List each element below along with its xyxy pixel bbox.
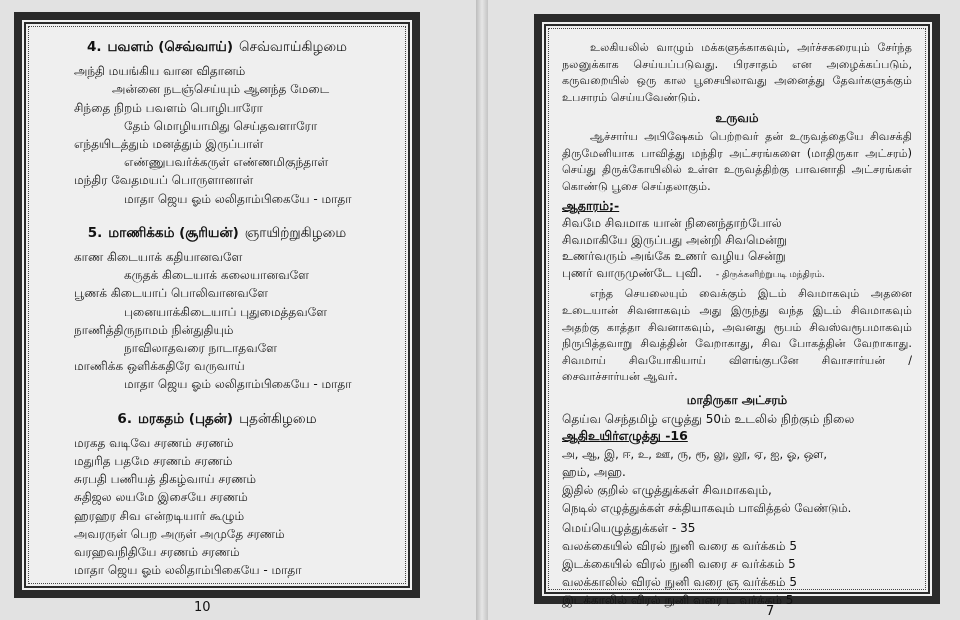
verse-line: கருதக் கிடையாக் கலையானவளே	[124, 268, 309, 283]
section-title: 5.	[87, 224, 103, 241]
uruvam-heading: உருவம்	[715, 111, 759, 126]
verse-line-2: சிவமாகியே இருப்பது அன்றி சிவமென்று	[562, 232, 787, 247]
left-page-border	[14, 12, 420, 598]
verse-line-1: சிவமே சிவமாக யான் நினைந்தாற்போல்	[562, 215, 782, 230]
section-heading	[42, 224, 392, 242]
uruvam-paragraph: ஆச்சார்ய அபிஷேகம் பெற்றவர் தன் உருவத்தையே சிவசக்தி திருமேனியாக பாவித்து மந்திர அட்சரங்களை (மாதிருகா அட்சரம்) செய்து திருக்கோயிலில் உள்ள உருவத்திற்கு பாவனாதி அட்சரங்கள் கொண்டு பூசை செய்தலாகும்.	[562, 129, 912, 193]
matruka-heading: மாதிருகா அட்சரம்	[686, 392, 788, 407]
section-gem: பவளம் (செவ்வாய்)	[107, 39, 234, 55]
uyir-heading: ஆதிஉயிர்எழுத்து -16	[562, 428, 688, 444]
verse-line: நாணித்திருநாமம் நின்துதியும்	[74, 322, 234, 337]
vargam-line-4: இடக்காலில் விரல் நுனி வரை ட வர்க்கம் 5	[562, 593, 794, 608]
verse-line: பூணக் கிடையாப் பொலிவானவளே	[74, 286, 268, 301]
nedil-line: நெடில் எழுத்துக்கள் சக்தியாகவும் பாவித்தல் வேண்டும்.	[562, 501, 852, 516]
section-title: 4.	[86, 39, 102, 55]
verse-line: மரகத வடிவே சரணம் சரணம்	[74, 435, 234, 450]
verse-source: - திருக்களிற்றுபடி மந்திரம்.	[715, 269, 825, 280]
section-heading	[42, 38, 392, 56]
verse-line: சுதிஜல லயமே இசையே சரணம்	[74, 490, 248, 505]
verse-line-3: உணர்வரும் அங்கே உணர் வழிய சென்று	[562, 249, 786, 264]
verse-line: வரஹவநிதியே சரணம் சரணம்	[74, 545, 240, 560]
verse-line: புனையாக்கிடையாப் புதுமைத்தவளே	[124, 304, 328, 319]
sivachariyar-paragraph: எந்த செயலையும் வைக்கும் இடம் சிவமாகவும் அதனை உடையான் சிவனாகவும் அது இருந்து வந்த இடம் சிவமாகவும் அதற்கு காத்தா சிவனாகவும், அவனது ரூபம் சிவஸ்வரூபமாகவும் நிருபித்தவாறு சிவத்தின் வேறாகாது, சிவ போகத்தின் வேறாகாது. சிவமாய் சிவயோகியாய் விளங்குபனே சிவாசார்யன் / சைவாச்சார்யன் ஆவர்.	[562, 287, 912, 384]
verse-line: மாதா ஜெய ஓம் லலிதாம்பிகையே - மாதா	[124, 191, 352, 206]
verse-line: மந்திர வேதமயப் பொருளானாள்	[74, 173, 254, 188]
verse-line: சுரபதி பணியத் திகழ்வாய் சரணம்	[74, 472, 257, 487]
right-page-content	[562, 40, 912, 608]
verse-line: அந்தி மயங்கிய வான விதானம்	[74, 64, 246, 79]
matruka-line: தெய்வ செந்தமிழ் எழுத்து 50ம் உடலில் நிற்கும் நிலை	[562, 412, 855, 427]
verse-line: காண கிடையாக் கதியானவளே	[74, 250, 243, 265]
section-title: 6.	[117, 410, 132, 427]
section-day: செவ்வாய்கிழமை	[239, 39, 348, 55]
vargam-line-3: வலக்காலில் விரல் நுனி வரை ஞ வர்க்கம் 5	[562, 575, 798, 590]
right-page-border	[534, 14, 940, 608]
verse-line: ஹரஹர சிவ என்றடியார் கூழும்	[74, 508, 245, 523]
section-gem: மாணிக்கம் (சூரியன்)	[108, 224, 239, 241]
section-day: ஞாயிற்றுகிழமை	[244, 224, 347, 241]
uyir-letters-2: ஹம், அஹ.	[562, 465, 626, 480]
verse-line: அன்னை நடஞ்செய்யும் ஆனந்த மேடை	[112, 82, 330, 97]
aadhaaram-heading: ஆதாரம்;-	[562, 198, 620, 214]
left-page-number: 10	[194, 600, 211, 615]
verse-line: மாணிக்க ஒளிக்கதிரே வருவாய்	[74, 359, 245, 374]
book-gutter	[476, 0, 488, 620]
intro-paragraph: உலகியலில் வாழும் மக்களுக்காகவும், அர்ச்சகரையும் சேர்ந்த நலனுக்காக செய்யப்படுவது. பிரசாதம் என அழைக்கப்படும், கருவறையில் ஒரு கால பூசையிலாவது அனைத்து தேவர்களுக்கும் உபசாரம் செய்யவேண்டும்.	[562, 41, 912, 104]
vargam-line-2: இடக்கையில் விரல் நுனி வரை ச வர்க்கம் 5	[562, 557, 796, 572]
section-gem: மரகதம் (புதன்)	[137, 410, 234, 427]
verse-line: மாதா ஜெய ஓம் லலிதாம்பிகையே - மாதா	[124, 377, 352, 392]
right-page-number: 7	[766, 604, 775, 619]
verse-line: மாதா ஜெய ஓம் லலிதாம்பிகையே - மாதா	[74, 563, 302, 578]
verse-line: சிந்தை நிறம் பவளம் பொழிபாரோ	[74, 100, 263, 115]
verse-line: தேம் மொழியாமிது செய்தவளாரோ	[124, 118, 318, 133]
verse-line: நாவிலாதவரை நாடாதவளே	[124, 341, 277, 356]
kuril-line: இதில் குறில் எழுத்துக்கள் சிவமாகவும்,	[562, 483, 772, 498]
section-heading	[42, 410, 392, 428]
mei-line: மெய்யெழுத்துக்கள் - 35	[562, 521, 696, 536]
vargam-line-1: வலக்கையில் விரல் நுனி வரை க வர்க்கம் 5	[562, 539, 797, 554]
verse-line: மதுரித பதமே சரணம் சரணம்	[74, 454, 233, 469]
verse-line: எண்ணுபவர்க்கருள் எண்ணமிகுந்தாள்	[124, 155, 329, 170]
verse-line: அவரருள் பெற அருள் அமுதே சரணம்	[74, 526, 285, 541]
verse-line-4	[562, 265, 912, 284]
left-page-content	[42, 38, 392, 576]
uyir-letters: அ, ஆ, இ, ஈ, உ, ஊ, ரு, ரூ, லு, லூ, ஏ, ஐ, ஓ, ஔ,	[562, 447, 828, 462]
verse-last-line: புணர் வாருமுண்டே புவி.	[562, 265, 703, 280]
section-day: புதன்கிழமை	[239, 410, 317, 427]
verse-line: எந்தயிடத்தும் மனத்தும் இருப்பாள்	[74, 137, 264, 152]
